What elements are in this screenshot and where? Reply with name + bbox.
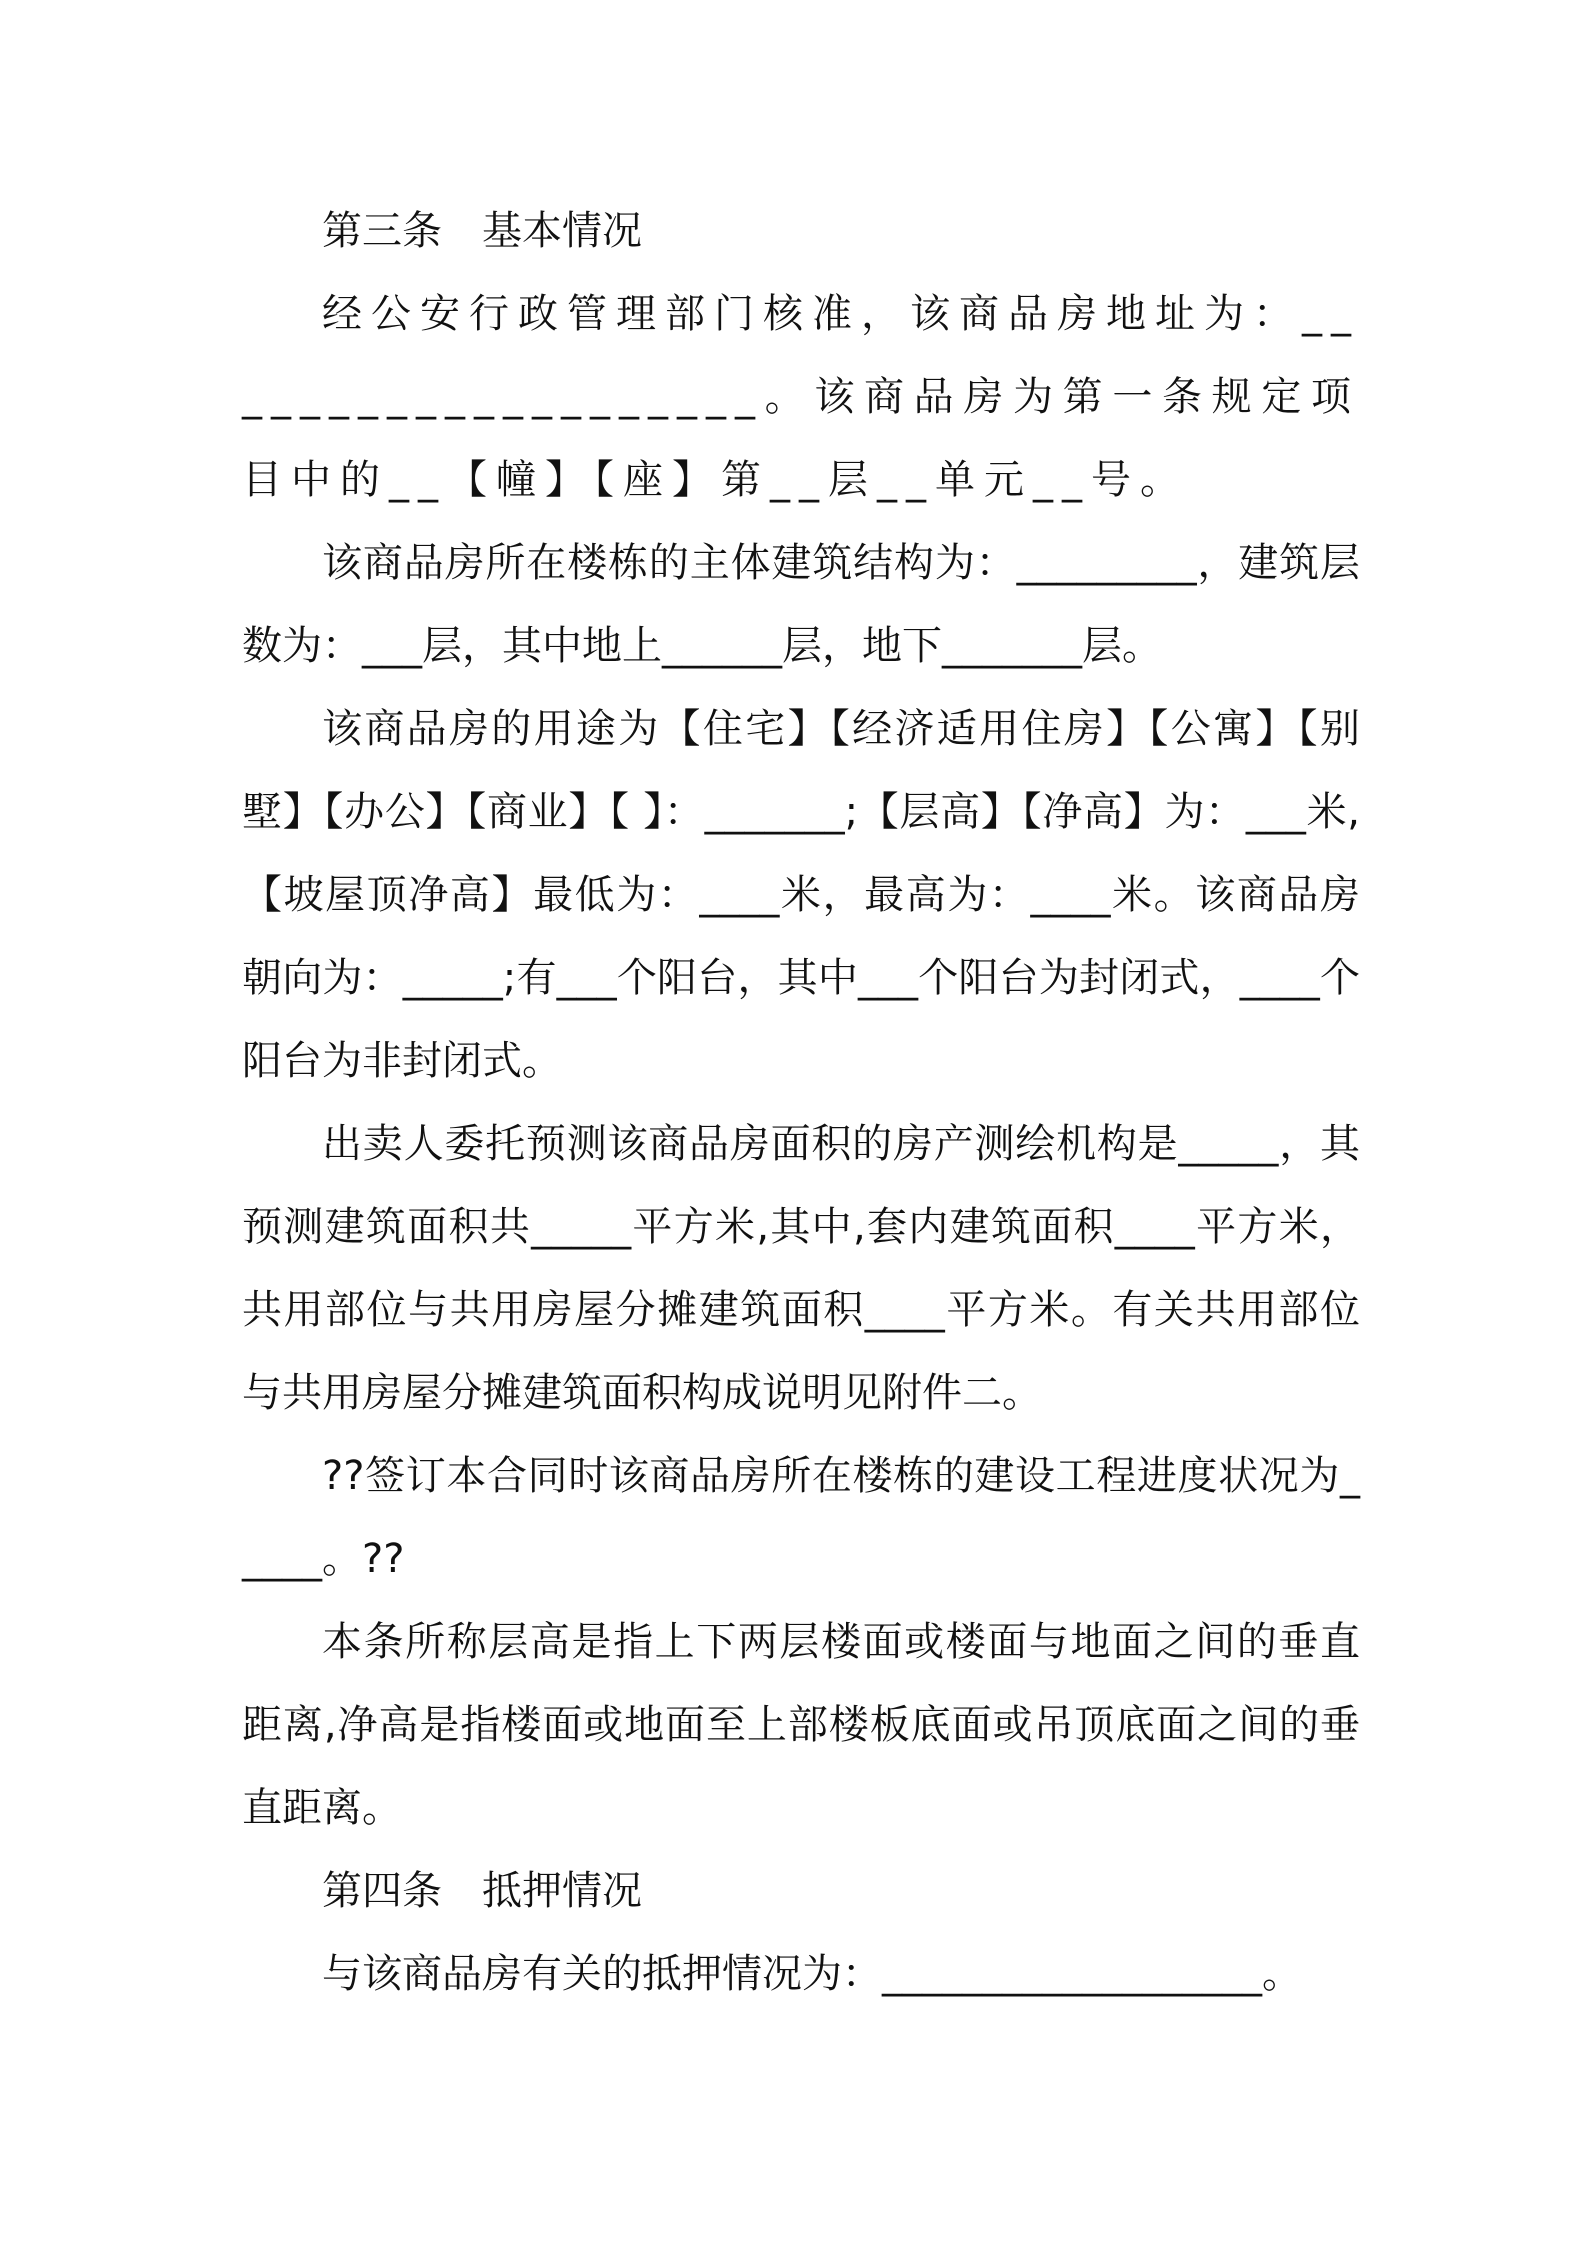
article-3-paragraph-progress: ??签订本合同时该商品房所在楼栋的建设工程进度状况为_____。?? xyxy=(242,1453,1360,1582)
article-3-paragraph-structure: 该商品房所在楼栋的主体建筑结构为：_________，建筑层数为：___层，其中地上______层，地下_______层。 xyxy=(242,540,1360,669)
article-3-heading: 第三条 基本情况 xyxy=(322,208,642,254)
article-3-paragraph-usage: 该商品房的用途为【住宅】【经济适用住房】【公寓】【别墅】【办公】【商业】【 】：_______;【层高】【净高】为：___米,【坡屋顶净高】最低为：____米，最高为：____米。该商品房朝向为：_____;有___个阳台，其中___个阳台为封闭式，____个阳台为非封闭式。 xyxy=(242,706,1360,1084)
contract-body xyxy=(242,190,1360,2016)
article-3-paragraph-definitions: 本条所称层高是指上下两层楼面或楼面与地面之间的垂直距离,净高是指楼面或地面至上部楼板底面或吊顶底面之间的垂直距离。 xyxy=(242,1619,1360,1831)
article-3-paragraph-area: 出卖人委托预测该商品房面积的房产测绘机构是_____，其预测建筑面积共_____平方米,其中,套内建筑面积____平方米，共用部位与共用房屋分摊建筑面积____平方米。有关共用部位与共用房屋分摊建筑面积构成说明见附件二。 xyxy=(242,1121,1360,1416)
article-4-heading: 第四条 抵押情况 xyxy=(322,1868,642,1914)
article-4-paragraph-mortgage: 与该商品房有关的抵押情况为：___________________。 xyxy=(322,1951,1302,1997)
article-3-paragraph-address: 经公安行政管理部门核准，该商品房地址为：____________________。该商品房为第一条规定项目中的__【幢】【座】第__层__单元__号。 xyxy=(242,291,1360,503)
